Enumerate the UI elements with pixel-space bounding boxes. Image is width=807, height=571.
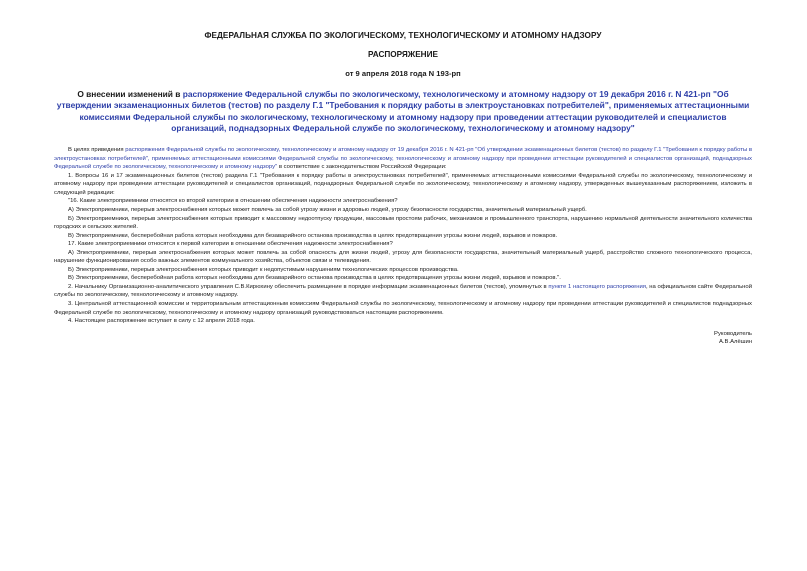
intro-prefix: В целях приведения <box>68 147 126 154</box>
answer-16-c: В) Электроприемники, бесперебойная работа которых необходима для безаварийного останова производства в целях предотвращения угрозы жизни людей, взрывов и пожаров. <box>68 232 558 239</box>
answer-17-b: Б) Электроприемники, перерыв электроснабжения которых приводит к недопустимым нарушениям технологических процессов производства. <box>68 266 459 273</box>
answer-17-a: А) Электроприемники, перерыв электроснабжения которых может повлечь за собой опасность для жизни людей, угрозу для безопасности государства, значительный материальный ущерб, расстройство сложного технологического процесса, нарушение функционирования особо важных элементов коммунального хозяйства, объектов связи и телевидения. <box>54 249 752 265</box>
intro-paragraph <box>54 146 752 172</box>
answer-16-b: Б) Электроприемники, перерыв электроснабжения которых приводит к массовому недоотпуску продукции, массовым простоям рабочих, механизмов и промышленного транспорта, нарушению нормальной деятельности значительного количества городских и сельских жителей. <box>54 215 752 231</box>
question-17: 17. Какие электроприемники относятся к первой категории в отношении обеспечения надежности электроснабжения? <box>68 241 393 248</box>
intro-suffix: в соответствие с законодательством Российской Федерации: <box>277 164 447 171</box>
paragraph-3: 3. Центральной аттестационной комиссии и территориальным аттестационным комиссиям Федеральной службы по экологическому, технологическому и атомному надзору при проведении аттестации руководителей и специалистов поднадзорных Федеральной службе по экологическому, технологическому и атомному надзору организаций руководствоваться настоящим распоряжением. <box>54 301 752 316</box>
signature-block <box>54 330 752 347</box>
answer-16-a: А) Электроприемники, перерыв электроснабжения которых может повлечь за собой угрозу жизни и здоровью людей, угрозу безопасности государства, значительный материальный ущерб. <box>68 207 587 214</box>
agency-heading: ФЕДЕРАЛЬНАЯ СЛУЖБА ПО ЭКОЛОГИЧЕСКОМУ, ТЕХНОЛОГИЧЕСКОМУ И АТОМНОМУ НАДЗОРУ <box>204 31 602 40</box>
title-link[interactable]: распоряжение Федеральной службы по экологическому, технологическому и атомному надзору от 19 декабря 2016 г. N 421-рп "Об утверждении экзаменационных билетов (тестов) по разделу Г.1 "Требования к порядку работы в электроустановках потребителей", применяемых аттестационными комиссиями Федеральной службы по экологическому, технологическому и атомному надзору при проведении аттестации руководителей и специалистов организаций, поднадзорных Федеральной службе по экологическому, технологическому и атомному надзору" <box>56 89 750 133</box>
date-number: от 9 апреля 2018 года N 193-рп <box>345 69 461 78</box>
paragraph-1: 1. Вопросы 16 и 17 экзаменационных билетов (тестов) раздела Г.1 "Требования к порядку работы в электроустановках потребителей", применяемых аттестационными комиссиями Федеральной службы по экологическому, технологическому и атомному надзору при проведении аттестации руководителей и специалистов организаций, поднадзорных Федеральной службе по экологическому, технологическому и атомному надзору, утвержденных вышеуказанным распоряжением, изложить в следующей редакции: <box>54 172 752 196</box>
document-page <box>54 30 752 347</box>
paragraph-2 <box>54 283 752 300</box>
document-body <box>54 146 752 325</box>
para2-link[interactable]: пункте 1 настоящего распоряжения <box>548 283 646 290</box>
paragraph-4: 4. Настоящее распоряжение вступает в силу с 12 апреля 2018 года. <box>68 318 255 325</box>
question-16: "16. Какие электроприемники относятся ко второй категории в отношении обеспечения надежности электроснабжения? <box>68 198 398 205</box>
signer-position: Руководитель <box>714 330 752 337</box>
para2-prefix: 2. Начальнику Организационно-аналитического управления С.В.Кирюхину обеспечить размещение в порядке информации экзаменационных билетов (тестов), упомянутых в <box>68 283 549 290</box>
para2-suffix: , на официальном сайте Федеральной службы по экологическому, технологическому и атомному надзору. <box>54 283 752 299</box>
intro-link[interactable]: распоряжения Федеральной службы по экологическому, технологическому и атомному надзору от 19 декабря 2016 г. N 421-рп "Об утверждении экзаменационных билетов (тестов) по разделу Г.1 "Требования к порядку работы в электроустановках потребителей", применяемых аттестационными комиссиями Федеральной службы по экологическому, технологическому и атомному надзору при проведении аттестации руководителей и специалистов организаций, поднадзорных Федеральной службе по экологическому, технологическому и атомному надзору" <box>54 147 752 171</box>
doc-type-heading: РАСПОРЯЖЕНИЕ <box>368 50 438 59</box>
title-prefix: О внесении изменений в <box>77 89 183 99</box>
answer-17-c: В) Электроприемники, бесперебойная работа которых необходима для безаварийного останова производства в целях предотвращения угрозы жизни людей, взрывов и пожаров.". <box>68 275 561 282</box>
document-title <box>54 89 752 134</box>
signer-name: А.В.Алёшин <box>718 339 752 346</box>
